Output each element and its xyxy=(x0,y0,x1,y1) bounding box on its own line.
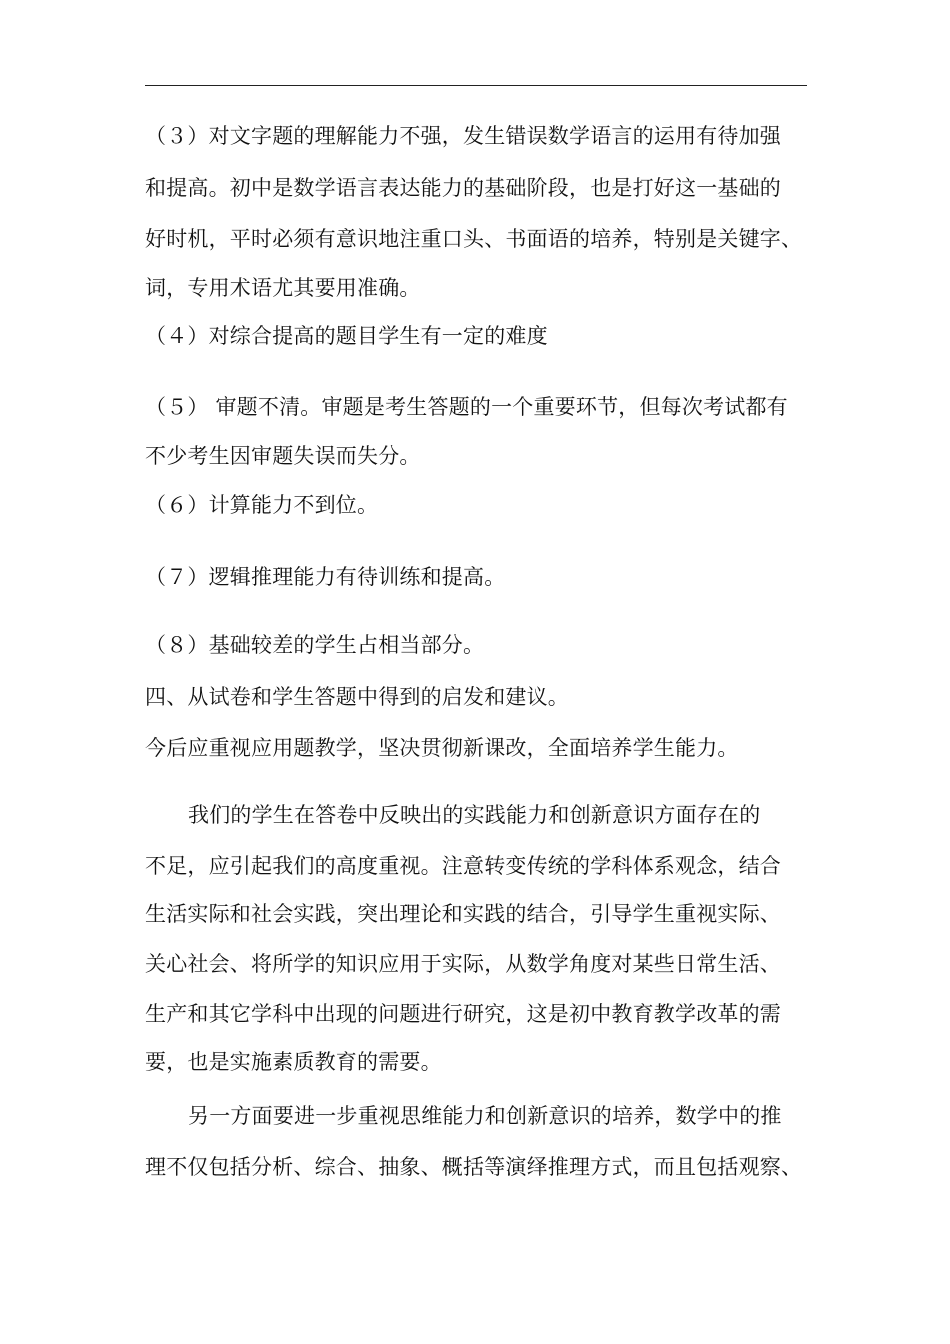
text-line: （３）对文字题的理解能力不强，发生错误数学语言的运用有待加强 xyxy=(145,124,781,148)
section-heading: 四、从试卷和学生答题中得到的启发和建议。 xyxy=(145,685,569,709)
text-line: （７）逻辑推理能力有待训练和提高。 xyxy=(145,565,506,589)
paragraph-first-line: 我们的学生在答卷中反映出的实践能力和创新意识方面存在的 xyxy=(188,803,761,827)
paragraph-first-line: 另一方面要进一步重视思维能力和创新意识的培养，数学中的推 xyxy=(188,1104,782,1128)
text-line: 生产和其它学科中出现的问题进行研究，这是初中教育教学改革的需 xyxy=(145,1002,781,1026)
text-line: 词，专用术语尤其要用准确。 xyxy=(145,276,421,300)
text-line: （５） 审题不清。审题是考生答题的一个重要环节，但每次考试都有 xyxy=(145,395,788,419)
text-line: 好时机，平时必须有意识地注重口头、书面语的培养，特别是关键字、 xyxy=(145,227,803,251)
text-line: 和提高。初中是数学语言表达能力的基础阶段，也是打好这一基础的 xyxy=(145,176,781,200)
text-line: 不少考生因审题失误而失分。 xyxy=(145,444,421,468)
text-line: 理不仅包括分析、综合、抽象、概括等演绎推理方式，而且包括观察、 xyxy=(145,1155,803,1179)
text-line: （４）对综合提高的题目学生有一定的难度 xyxy=(145,324,548,348)
text-line: 不足，应引起我们的高度重视。注意转变传统的学科体系观念，结合 xyxy=(145,854,781,878)
text-line: （６）计算能力不到位。 xyxy=(145,493,379,517)
text-line: 生活实际和社会实践，突出理论和实践的结合，引导学生重视实际、 xyxy=(145,902,781,926)
text-line: （８）基础较差的学生占相当部分。 xyxy=(145,633,485,657)
text-line: 今后应重视应用题教学，坚决贯彻新课改，全面培养学生能力。 xyxy=(145,736,739,760)
header-rule xyxy=(145,85,807,86)
text-line: 关心社会、将所学的知识应用于实际，从数学角度对某些日常生活、 xyxy=(145,952,781,976)
text-line: 要，也是实施素质教育的需要。 xyxy=(145,1050,442,1074)
